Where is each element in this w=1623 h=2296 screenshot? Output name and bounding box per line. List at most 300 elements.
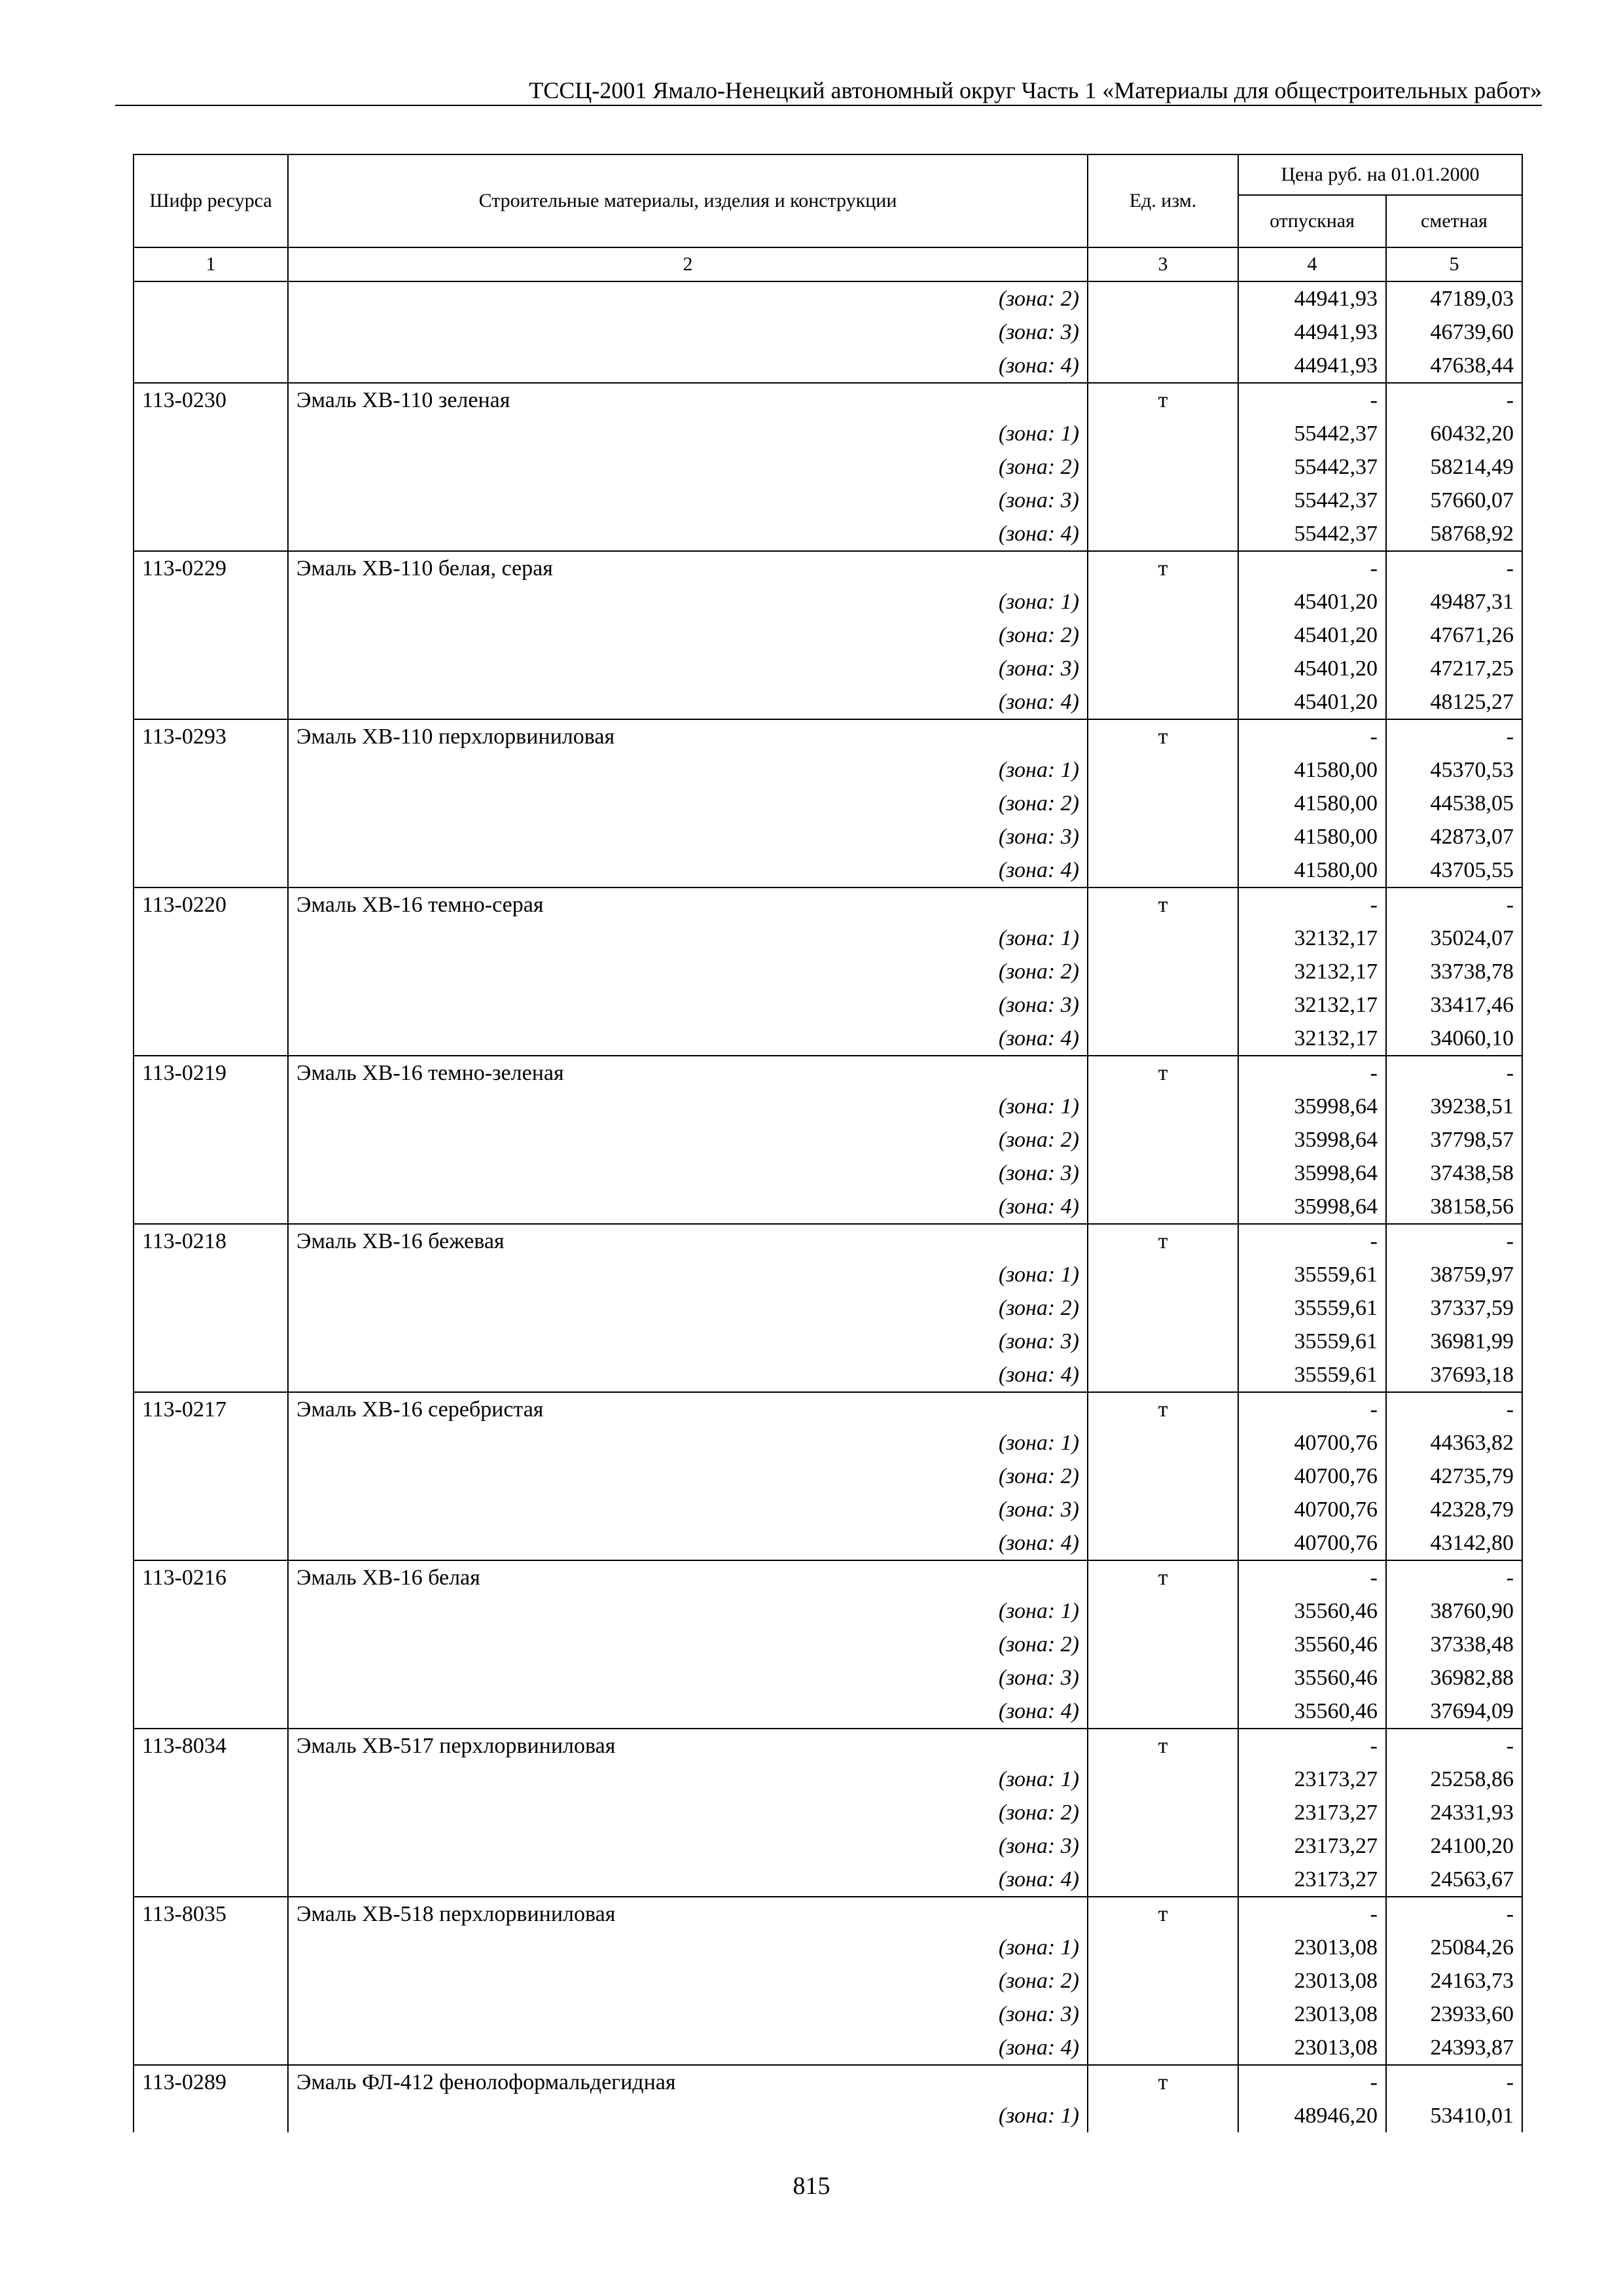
resource-code-cell <box>134 753 288 787</box>
resource-code-cell <box>134 853 288 888</box>
estimate-price-cell: 37798,57 <box>1386 1123 1522 1157</box>
release-price-cell: 32132,17 <box>1238 988 1386 1022</box>
table-row <box>134 2099 1522 2132</box>
resource-code-cell: 113-0293 <box>134 719 288 753</box>
table-row <box>134 753 1522 787</box>
release-price-cell: 23173,27 <box>1238 1829 1386 1863</box>
resource-code-cell <box>134 1628 288 1661</box>
unit-cell <box>1088 349 1238 383</box>
unit-cell <box>1088 1460 1238 1493</box>
zone-label: (зона: 1) <box>288 1258 1088 1291</box>
resource-code-cell <box>134 652 288 685</box>
unit-cell <box>1088 652 1238 685</box>
zone-label: (зона: 4) <box>288 2031 1088 2065</box>
resource-code-cell <box>134 417 288 450</box>
unit-cell <box>1088 484 1238 517</box>
estimate-price-cell: 24100,20 <box>1386 1829 1522 1863</box>
unit-cell <box>1088 1493 1238 1526</box>
resource-code-cell: 113-0216 <box>134 1560 288 1594</box>
estimate-price-cell: 33738,78 <box>1386 955 1522 988</box>
table-row <box>134 1022 1522 1056</box>
zone-label: (зона: 4) <box>288 1526 1088 1560</box>
unit-cell <box>1088 1291 1238 1325</box>
resource-code-cell <box>134 1022 288 1056</box>
table-row <box>134 1460 1522 1493</box>
release-price-cell: 45401,20 <box>1238 652 1386 685</box>
column-number: 1 <box>134 247 288 281</box>
unit-cell <box>1088 517 1238 551</box>
release-price-cell: 32132,17 <box>1238 1022 1386 1056</box>
zone-label: (зона: 2) <box>288 787 1088 820</box>
zone-label: (зона: 4) <box>288 1863 1088 1897</box>
table-row <box>134 450 1522 484</box>
resource-code-cell <box>134 1258 288 1291</box>
estimate-price-cell: 60432,20 <box>1386 417 1522 450</box>
estimate-price-cell: 58214,49 <box>1386 450 1522 484</box>
zone-label: (зона: 4) <box>288 1358 1088 1392</box>
table-row <box>134 820 1522 853</box>
release-price-cell: 45401,20 <box>1238 585 1386 619</box>
estimate-price-cell: 57660,07 <box>1386 484 1522 517</box>
estimate-price-cell: 38760,90 <box>1386 1594 1522 1628</box>
unit-cell <box>1088 1628 1238 1661</box>
estimate-price-cell: 25258,86 <box>1386 1763 1522 1796</box>
table-row <box>134 1897 1522 1931</box>
estimate-price-cell: 48125,27 <box>1386 685 1522 719</box>
unit-cell <box>1088 2031 1238 2065</box>
material-name-cell: Эмаль ХВ-16 темно-серая <box>288 888 1088 922</box>
zone-label: (зона: 4) <box>288 1190 1088 1224</box>
unit-cell <box>1088 1931 1238 1964</box>
table-row <box>134 281 1522 315</box>
table-row <box>134 1493 1522 1526</box>
table-row <box>134 315 1522 349</box>
estimate-price-cell: 37337,59 <box>1386 1291 1522 1325</box>
zone-label: (зона: 1) <box>288 1931 1088 1964</box>
table-row <box>134 1258 1522 1291</box>
release-price-cell: 45401,20 <box>1238 619 1386 652</box>
release-price-cell: 35559,61 <box>1238 1291 1386 1325</box>
table-row <box>134 1056 1522 1090</box>
unit-cell <box>1088 787 1238 820</box>
estimate-price-cell: 42328,79 <box>1386 1493 1522 1526</box>
material-name-cell: Эмаль ФЛ-412 фенолоформальдегидная <box>288 2065 1088 2099</box>
estimate-price-cell: 23933,60 <box>1386 1998 1522 2031</box>
resource-code-cell <box>134 1291 288 1325</box>
resource-code-cell <box>134 1661 288 1695</box>
header-price-group: Цена руб. на 01.01.2000 <box>1238 154 1522 195</box>
release-price-cell: 23013,08 <box>1238 1931 1386 1964</box>
column-number: 5 <box>1386 247 1522 281</box>
header-release-price: отпускная <box>1238 195 1386 247</box>
table-row <box>134 1998 1522 2031</box>
release-price-cell: 35560,46 <box>1238 1628 1386 1661</box>
estimate-price-cell: 37693,18 <box>1386 1358 1522 1392</box>
unit-cell <box>1088 853 1238 888</box>
column-number: 3 <box>1088 247 1238 281</box>
header-rule <box>115 105 1542 106</box>
estimate-price-cell: - <box>1386 1224 1522 1258</box>
unit-cell <box>1088 1863 1238 1897</box>
release-price-cell: - <box>1238 1729 1386 1763</box>
unit-cell <box>1088 619 1238 652</box>
resource-code-cell <box>134 281 288 315</box>
unit-cell <box>1088 1964 1238 1998</box>
release-price-cell: - <box>1238 2065 1386 2099</box>
zone-label: (зона: 3) <box>288 1157 1088 1190</box>
table-row <box>134 787 1522 820</box>
zone-label: (зона: 1) <box>288 922 1088 955</box>
table-row <box>134 1695 1522 1729</box>
estimate-price-cell: 36981,99 <box>1386 1325 1522 1358</box>
zone-label: (зона: 3) <box>288 988 1088 1022</box>
material-name-cell: Эмаль ХВ-16 белая <box>288 1560 1088 1594</box>
estimate-price-cell: - <box>1386 1897 1522 1931</box>
estimate-price-cell: 37338,48 <box>1386 1628 1522 1661</box>
unit-cell <box>1088 585 1238 619</box>
zone-label: (зона: 1) <box>288 2099 1088 2132</box>
zone-label: (зона: 1) <box>288 1090 1088 1123</box>
header-code: Шифр ресурса <box>134 154 288 247</box>
release-price-cell: 44941,93 <box>1238 315 1386 349</box>
unit-cell: т <box>1088 888 1238 922</box>
estimate-price-cell: 38759,97 <box>1386 1258 1522 1291</box>
table-row <box>134 585 1522 619</box>
zone-label: (зона: 1) <box>288 753 1088 787</box>
table-row <box>134 551 1522 585</box>
estimate-price-cell: 36982,88 <box>1386 1661 1522 1695</box>
estimate-price-cell: - <box>1386 2065 1522 2099</box>
unit-cell <box>1088 1123 1238 1157</box>
estimate-price-cell: 47638,44 <box>1386 349 1522 383</box>
running-header: ТССЦ-2001 Ямало-Ненецкий автономный округ Часть 1 «Материалы для общестроительных работ» <box>529 77 1542 103</box>
page-number: 815 <box>793 2172 830 2200</box>
release-price-cell: - <box>1238 1560 1386 1594</box>
release-price-cell: 44941,93 <box>1238 349 1386 383</box>
zone-label: (зона: 2) <box>288 1123 1088 1157</box>
table-row <box>134 1863 1522 1897</box>
table-row <box>134 652 1522 685</box>
material-name-cell: Эмаль ХВ-110 перхлорвиниловая <box>288 719 1088 753</box>
zone-label: (зона: 2) <box>288 281 1088 315</box>
resource-code-cell: 113-8035 <box>134 1897 288 1931</box>
table-row <box>134 853 1522 888</box>
estimate-price-cell: 25084,26 <box>1386 1931 1522 1964</box>
unit-cell: т <box>1088 1224 1238 1258</box>
table-row <box>134 1661 1522 1695</box>
zone-label: (зона: 3) <box>288 484 1088 517</box>
release-price-cell: 55442,37 <box>1238 417 1386 450</box>
resource-code-cell <box>134 517 288 551</box>
unit-cell <box>1088 2099 1238 2132</box>
resource-code-cell <box>134 1460 288 1493</box>
estimate-price-cell: 46739,60 <box>1386 315 1522 349</box>
release-price-cell: 40700,76 <box>1238 1426 1386 1460</box>
resource-code-cell <box>134 1931 288 1964</box>
estimate-price-cell: 43142,80 <box>1386 1526 1522 1560</box>
table-row <box>134 1358 1522 1392</box>
table-row <box>134 922 1522 955</box>
header-name: Строительные материалы, изделия и конструкции <box>288 154 1088 247</box>
resource-code-cell <box>134 1796 288 1829</box>
zone-label: (зона: 3) <box>288 315 1088 349</box>
table-row <box>134 955 1522 988</box>
zone-label: (зона: 4) <box>288 685 1088 719</box>
release-price-cell: - <box>1238 551 1386 585</box>
estimate-price-cell: 37438,58 <box>1386 1157 1522 1190</box>
release-price-cell: 35560,46 <box>1238 1695 1386 1729</box>
table-row <box>134 1190 1522 1224</box>
release-price-cell: 40700,76 <box>1238 1493 1386 1526</box>
table-row <box>134 1829 1522 1863</box>
release-price-cell: 35559,61 <box>1238 1258 1386 1291</box>
material-name-cell: Эмаль ХВ-110 белая, серая <box>288 551 1088 585</box>
estimate-price-cell: 34060,10 <box>1386 1022 1522 1056</box>
table-row <box>134 2031 1522 2065</box>
unit-cell <box>1088 1325 1238 1358</box>
table-row <box>134 1392 1522 1426</box>
release-price-cell: 32132,17 <box>1238 922 1386 955</box>
resource-code-cell <box>134 1493 288 1526</box>
table-row <box>134 1628 1522 1661</box>
release-price-cell: - <box>1238 888 1386 922</box>
header-estimate-price: сметная <box>1386 195 1522 247</box>
estimate-price-cell: 49487,31 <box>1386 585 1522 619</box>
resource-code-cell <box>134 1998 288 2031</box>
release-price-cell: 41580,00 <box>1238 753 1386 787</box>
estimate-price-cell: 39238,51 <box>1386 1090 1522 1123</box>
estimate-price-cell: 45370,53 <box>1386 753 1522 787</box>
release-price-cell: 32132,17 <box>1238 955 1386 988</box>
estimate-price-cell: 47189,03 <box>1386 281 1522 315</box>
release-price-cell: 23173,27 <box>1238 1863 1386 1897</box>
unit-cell <box>1088 1157 1238 1190</box>
resource-code-cell <box>134 787 288 820</box>
resource-code-cell <box>134 1426 288 1460</box>
estimate-price-cell: 24393,87 <box>1386 2031 1522 2065</box>
material-name-cell: Эмаль ХВ-517 перхлорвиниловая <box>288 1729 1088 1763</box>
release-price-cell: - <box>1238 1056 1386 1090</box>
unit-cell: т <box>1088 1897 1238 1931</box>
unit-cell <box>1088 281 1238 315</box>
unit-cell <box>1088 1594 1238 1628</box>
table-row <box>134 517 1522 551</box>
estimate-price-cell: 35024,07 <box>1386 922 1522 955</box>
unit-cell <box>1088 955 1238 988</box>
resource-code-cell <box>134 1594 288 1628</box>
release-price-cell: 23013,08 <box>1238 1964 1386 1998</box>
resource-code-cell <box>134 619 288 652</box>
release-price-cell: 48946,20 <box>1238 2099 1386 2132</box>
release-price-cell: 23173,27 <box>1238 1796 1386 1829</box>
table-row <box>134 619 1522 652</box>
estimate-price-cell: - <box>1386 1729 1522 1763</box>
resource-code-cell <box>134 450 288 484</box>
release-price-cell: 35998,64 <box>1238 1190 1386 1224</box>
table-row <box>134 888 1522 922</box>
table-row <box>134 685 1522 719</box>
unit-cell <box>1088 1190 1238 1224</box>
estimate-price-cell: - <box>1386 551 1522 585</box>
column-number: 2 <box>288 247 1088 281</box>
zone-label: (зона: 3) <box>288 1998 1088 2031</box>
release-price-cell: - <box>1238 1897 1386 1931</box>
resource-code-cell <box>134 1123 288 1157</box>
resource-code-cell: 113-8034 <box>134 1729 288 1763</box>
unit-cell <box>1088 1661 1238 1695</box>
release-price-cell: 55442,37 <box>1238 450 1386 484</box>
resource-code-cell: 113-0289 <box>134 2065 288 2099</box>
zone-label: (зона: 3) <box>288 820 1088 853</box>
zone-label: (зона: 3) <box>288 1493 1088 1526</box>
table-row <box>134 1796 1522 1829</box>
zone-label: (зона: 4) <box>288 853 1088 888</box>
release-price-cell: 40700,76 <box>1238 1460 1386 1493</box>
zone-label: (зона: 4) <box>288 349 1088 383</box>
material-name-cell: Эмаль ХВ-16 темно-зеленая <box>288 1056 1088 1090</box>
table-row <box>134 1325 1522 1358</box>
release-price-cell: 44941,93 <box>1238 281 1386 315</box>
zone-label: (зона: 4) <box>288 1695 1088 1729</box>
table-row <box>134 1090 1522 1123</box>
header-unit: Ед. изм. <box>1088 154 1238 247</box>
estimate-price-cell: 44538,05 <box>1386 787 1522 820</box>
resource-code-cell <box>134 922 288 955</box>
zone-label: (зона: 1) <box>288 1763 1088 1796</box>
resource-code-cell <box>134 988 288 1022</box>
unit-cell: т <box>1088 1056 1238 1090</box>
estimate-price-cell: 37694,09 <box>1386 1695 1522 1729</box>
resource-code-cell <box>134 685 288 719</box>
estimate-price-cell: - <box>1386 719 1522 753</box>
estimate-price-cell: 38158,56 <box>1386 1190 1522 1224</box>
resource-code-cell <box>134 1190 288 1224</box>
resource-code-cell <box>134 1863 288 1897</box>
zone-label: (зона: 4) <box>288 1022 1088 1056</box>
zone-label: (зона: 2) <box>288 1964 1088 1998</box>
table-row <box>134 417 1522 450</box>
release-price-cell: 35560,46 <box>1238 1594 1386 1628</box>
release-price-cell: 41580,00 <box>1238 820 1386 853</box>
price-table <box>133 154 1523 2132</box>
release-price-cell: 41580,00 <box>1238 853 1386 888</box>
table-row <box>134 349 1522 383</box>
resource-code-cell <box>134 1829 288 1863</box>
table-row <box>134 2065 1522 2099</box>
unit-cell <box>1088 315 1238 349</box>
zone-label: (зона: 3) <box>288 1325 1088 1358</box>
estimate-price-cell: 24331,93 <box>1386 1796 1522 1829</box>
estimate-price-cell: - <box>1386 1056 1522 1090</box>
zone-label: (зона: 3) <box>288 1661 1088 1695</box>
zone-label: (зона: 2) <box>288 619 1088 652</box>
unit-cell: т <box>1088 1729 1238 1763</box>
release-price-cell: 35998,64 <box>1238 1090 1386 1123</box>
release-price-cell: - <box>1238 719 1386 753</box>
resource-code-cell <box>134 1695 288 1729</box>
release-price-cell: 35559,61 <box>1238 1325 1386 1358</box>
table-row <box>134 1224 1522 1258</box>
resource-code-cell <box>134 484 288 517</box>
release-price-cell: 55442,37 <box>1238 517 1386 551</box>
estimate-price-cell: 42873,07 <box>1386 820 1522 853</box>
resource-code-cell <box>134 1090 288 1123</box>
resource-code-cell <box>134 820 288 853</box>
unit-cell <box>1088 417 1238 450</box>
unit-cell <box>1088 1258 1238 1291</box>
estimate-price-cell: - <box>1386 383 1522 417</box>
resource-code-cell <box>134 1325 288 1358</box>
estimate-price-cell: - <box>1386 1560 1522 1594</box>
release-price-cell: 35559,61 <box>1238 1358 1386 1392</box>
unit-cell <box>1088 1090 1238 1123</box>
table-row <box>134 484 1522 517</box>
zone-label: (зона: 3) <box>288 652 1088 685</box>
release-price-cell: 45401,20 <box>1238 685 1386 719</box>
zone-label: (зона: 3) <box>288 1829 1088 1863</box>
material-name-cell: Эмаль ХВ-16 серебристая <box>288 1392 1088 1426</box>
unit-cell <box>1088 1695 1238 1729</box>
unit-cell: т <box>1088 383 1238 417</box>
unit-cell <box>1088 1022 1238 1056</box>
resource-code-cell: 113-0219 <box>134 1056 288 1090</box>
unit-cell <box>1088 450 1238 484</box>
estimate-price-cell: 47217,25 <box>1386 652 1522 685</box>
unit-cell <box>1088 1426 1238 1460</box>
resource-code-cell: 113-0229 <box>134 551 288 585</box>
table-row <box>134 1729 1522 1763</box>
resource-code-cell <box>134 315 288 349</box>
resource-code-cell: 113-0230 <box>134 383 288 417</box>
table-row <box>134 719 1522 753</box>
resource-code-cell <box>134 2099 288 2132</box>
table-row <box>134 1763 1522 1796</box>
resource-code-cell <box>134 1358 288 1392</box>
zone-label: (зона: 1) <box>288 1594 1088 1628</box>
table-row <box>134 1426 1522 1460</box>
unit-cell: т <box>1088 1392 1238 1426</box>
resource-code-cell: 113-0217 <box>134 1392 288 1426</box>
table-row <box>134 988 1522 1022</box>
release-price-cell: 35998,64 <box>1238 1157 1386 1190</box>
unit-cell <box>1088 1829 1238 1863</box>
zone-label: (зона: 2) <box>288 450 1088 484</box>
resource-code-cell <box>134 349 288 383</box>
table-row <box>134 1157 1522 1190</box>
unit-cell <box>1088 753 1238 787</box>
estimate-price-cell: 58768,92 <box>1386 517 1522 551</box>
table-row <box>134 1291 1522 1325</box>
unit-cell <box>1088 988 1238 1022</box>
estimate-price-cell: 47671,26 <box>1386 619 1522 652</box>
resource-code-cell <box>134 1526 288 1560</box>
release-price-cell: 40700,76 <box>1238 1526 1386 1560</box>
zone-label: (зона: 2) <box>288 1460 1088 1493</box>
unit-cell: т <box>1088 719 1238 753</box>
material-name-cell: Эмаль ХВ-518 перхлорвиниловая <box>288 1897 1088 1931</box>
release-price-cell: - <box>1238 1392 1386 1426</box>
zone-label: (зона: 1) <box>288 1426 1088 1460</box>
zone-label: (зона: 2) <box>288 1796 1088 1829</box>
column-number: 4 <box>1238 247 1386 281</box>
resource-code-cell <box>134 2031 288 2065</box>
table-row <box>134 1964 1522 1998</box>
estimate-price-cell: 43705,55 <box>1386 853 1522 888</box>
unit-cell <box>1088 922 1238 955</box>
unit-cell <box>1088 1763 1238 1796</box>
estimate-price-cell: 44363,82 <box>1386 1426 1522 1460</box>
table-row <box>134 1526 1522 1560</box>
